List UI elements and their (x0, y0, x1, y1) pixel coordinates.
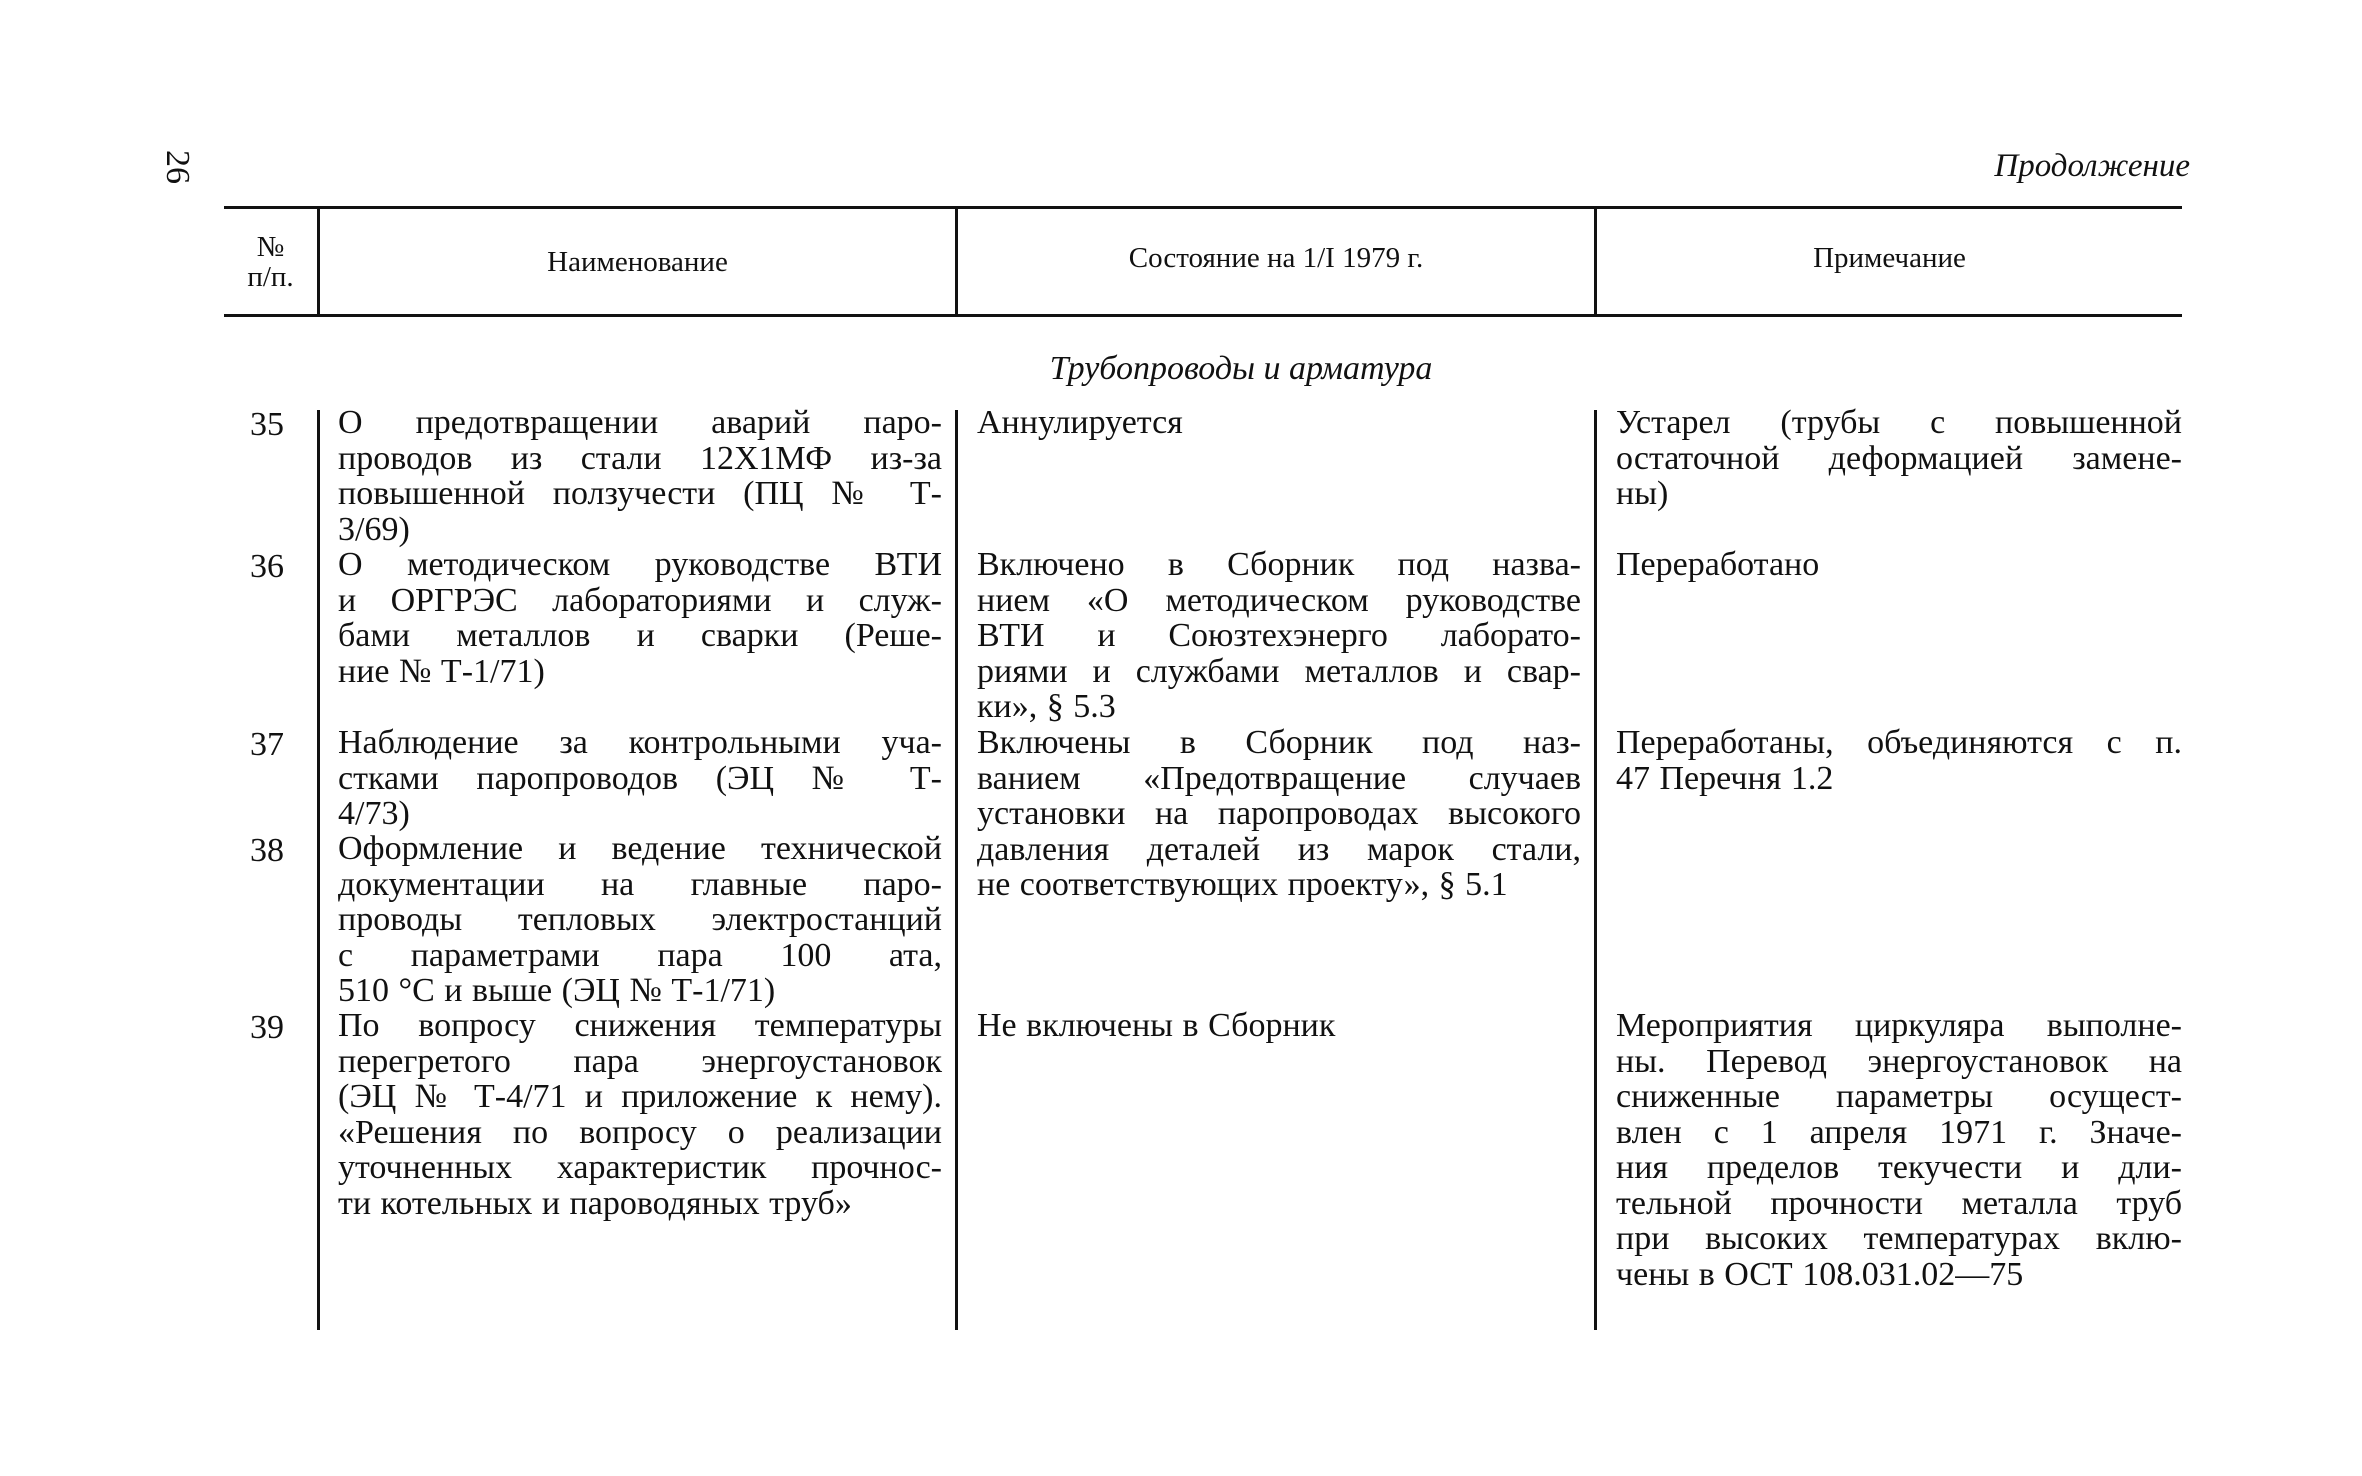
row-37-38-note (1616, 725, 2182, 796)
row-38-name (338, 831, 942, 1009)
text-line: нием «О методическом руководстве (977, 581, 1581, 619)
row-number: 35 (250, 406, 284, 443)
table-top-rule (224, 206, 2182, 209)
header-note: Примечание (1813, 242, 1966, 274)
text-line: Переработано (1616, 546, 1820, 583)
row-39-name (338, 1008, 942, 1221)
text-line: 47 Перечня 1.2 (1616, 759, 1834, 797)
text-line: ния пределов текучести и дли- (1616, 1149, 2182, 1186)
text-line: повышенной ползучести (ПЦ № Т- (338, 475, 942, 512)
row-39-note (1616, 1008, 2182, 1292)
text-line: Устарел (трубы с повышенной (1616, 404, 2182, 441)
text-line: риями и службами металлов и свар- (977, 652, 1581, 690)
text-line: 510 °С и выше (ЭЦ № Т-1/71) (338, 972, 776, 1009)
continuation-label: Продолжение (1994, 148, 2190, 184)
text-line: Оформление и ведение технической (338, 830, 942, 867)
row-35-state (977, 405, 1581, 441)
text-line: ВТИ и Союзтехэнерго лаборато- (977, 617, 1581, 654)
row-36-state (977, 547, 1581, 725)
header-name: Наименование (547, 246, 728, 278)
text-line: давления деталей из марок стали, (977, 830, 1581, 868)
text-line: уточненных характеристик прочнос- (338, 1149, 942, 1186)
text-line: и ОРГРЭС лабораториями и служ- (338, 581, 942, 619)
text-line: чены в ОСТ 108.031.02—75 (1616, 1255, 2024, 1293)
text-line: тельной прочности металла труб (1616, 1184, 2182, 1222)
row-number: 38 (250, 832, 284, 869)
body-divider-1 (317, 410, 320, 1330)
text-line: при высоких температурах вклю- (1616, 1220, 2182, 1257)
section-title: Трубопроводы и арматура (1049, 350, 1433, 387)
text-line: Включено в Сборник под назва- (977, 546, 1581, 583)
text-line: О методическом руководстве ВТИ (338, 546, 942, 583)
body-divider-3 (1594, 410, 1597, 1330)
page-number: 26 (159, 150, 196, 184)
text-line: 3/69) (338, 510, 410, 548)
text-line: Переработаны, объединяются с п. (1616, 724, 2182, 761)
text-line: проводов из стали 12Х1МФ из-за (338, 439, 942, 477)
row-39-state (977, 1008, 1581, 1044)
text-line: влен с 1 апреля 1971 г. Значе- (1616, 1113, 2182, 1151)
text-line: Мероприятия циркуляра выполне- (1616, 1007, 2182, 1044)
text-line: Аннулируется (977, 404, 1183, 441)
header-bottom-rule (224, 314, 2182, 317)
text-line: Не включены в Сборник (977, 1007, 1336, 1044)
body-divider-2 (955, 410, 958, 1330)
text-line: остаточной деформацией замене- (1616, 439, 2182, 477)
row-35-name (338, 405, 942, 547)
text-line: ны) (1616, 475, 1669, 512)
text-line: (ЭЦ № Т-4/71 и приложение к нему). (338, 1078, 942, 1115)
text-line: Включены в Сборник под наз- (977, 724, 1581, 761)
text-line: не соответствующих проекту», § 5.1 (977, 866, 1508, 903)
row-37-38-state (977, 725, 1581, 903)
row-35-note (1616, 405, 2182, 512)
text-line: ки», § 5.3 (977, 688, 1116, 725)
text-line: О предотвращении аварий паро- (338, 404, 942, 441)
row-37-name (338, 725, 942, 832)
text-line: 4/73) (338, 795, 410, 832)
text-line: сниженные параметры осущест- (1616, 1078, 2182, 1115)
text-line: Наблюдение за контрольными уча- (338, 724, 942, 761)
text-line: бами металлов и сварки (Реше- (338, 617, 942, 654)
text-line: стками паропроводов (ЭЦ № Т- (338, 759, 942, 797)
text-line: ти котельных и пароводяных труб» (338, 1184, 852, 1222)
row-number: 36 (250, 548, 284, 585)
text-line: с параметрами пара 100 ата, (338, 936, 942, 974)
text-line: установки на паропроводах высокого (977, 795, 1581, 832)
row-number: 39 (250, 1009, 284, 1046)
row-36-note (1616, 547, 2182, 583)
text-line: ние № Т-1/71) (338, 652, 545, 690)
text-line: По вопросу снижения температуры (338, 1007, 942, 1044)
row-number: 37 (250, 726, 284, 763)
row-36-name (338, 547, 942, 689)
header-state: Состояние на 1/I 1979 г. (1128, 242, 1424, 274)
text-line: перегретого пара энергоустановок (338, 1042, 942, 1080)
text-line: ванием «Предотвращение случаев (977, 759, 1581, 797)
text-line: «Решения по вопросу о реализации (338, 1113, 942, 1151)
text-line: проводы тепловых электростанций (338, 901, 942, 938)
text-line: ны. Перевод энергоустановок на (1616, 1042, 2182, 1080)
header-num: № п/п. (247, 231, 294, 293)
text-line: документации на главные паро- (338, 865, 942, 903)
